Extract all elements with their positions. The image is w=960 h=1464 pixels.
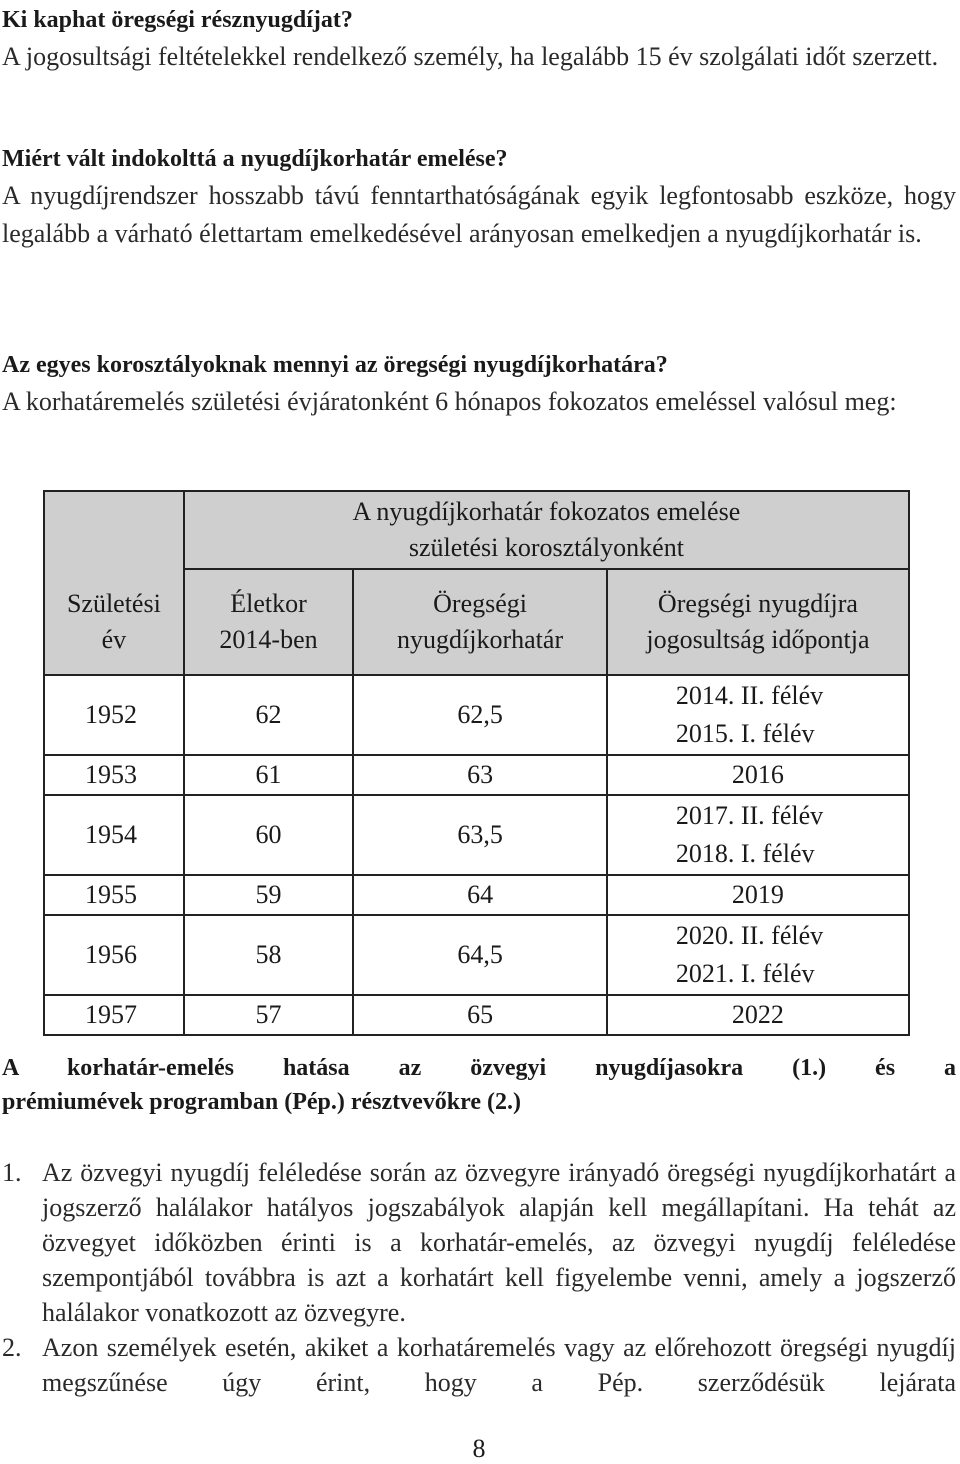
cell-retirement-age: 64 xyxy=(353,875,607,915)
table-row xyxy=(44,755,909,795)
table-row xyxy=(44,795,909,875)
answer-paragraph: A jogosultsági feltételekkel rendelkező személy, ha legalább 15 év szolgálati időt szerzett. xyxy=(2,42,939,71)
question-heading: Miért vált indokolttá a nyugdíjkorhatár emelése? xyxy=(2,146,508,172)
cell-eligibility-date: 2019 xyxy=(607,875,909,915)
table-row xyxy=(44,875,909,915)
impact-heading-line2: prémiumévek programban (Pép.) résztvevőkre (2.) xyxy=(2,1089,521,1115)
cell-retirement-age: 64,5 xyxy=(353,915,607,995)
impact-heading-line1: A korhatár-emelés hatása az özvegyi nyugdíjasokra (1.) és a xyxy=(2,1055,956,1081)
header-retirement-age xyxy=(353,569,607,675)
table-title-line2: születési korosztályonként xyxy=(408,533,684,562)
cell-retirement-age: 62,5 xyxy=(353,675,607,755)
date-line2: 2021. I. félév xyxy=(675,959,815,988)
list-item-text: Azon személyek esetén, akiket a korhatáremelés vagy az előrehozott öregségi nyugdíj megszűnése úgy érint, hogy a Pép. szerződésük lejárata xyxy=(42,1333,956,1397)
list-item-text: Az özvegyi nyugdíj feléledése során az özvegyre irányadó öregségi nyugdíjkorhatárt a jogszerző halálakor hatályos jogszabályok alapján kell megállapítani. Ha tehát az özvegyet időközben érinti is a korhatár-emelés, az özvegyi nyugdíj feléledése szempontjából továbbra is azt a korhatárt kell figyelembe venni, amely a jogszerző halálakor vonatkozott az özvegyre. xyxy=(42,1158,956,1327)
header-age-2014 xyxy=(184,569,354,675)
page-number: 8 xyxy=(472,1434,486,1463)
header-line1: Születési xyxy=(66,588,161,618)
cell-birth-year: 1954 xyxy=(44,795,184,875)
document-page xyxy=(2,2,956,1463)
list-item-number: 2. xyxy=(2,1333,22,1362)
date-line2: 2018. I. félév xyxy=(675,839,815,868)
table-row xyxy=(44,915,909,995)
list-item-number: 1. xyxy=(2,1158,22,1187)
cell-age: 59 xyxy=(184,875,354,915)
cell-age: 60 xyxy=(184,795,354,875)
cell-eligibility-date xyxy=(607,915,909,995)
cell-birth-year: 1952 xyxy=(44,675,184,755)
cell-birth-year: 1953 xyxy=(44,755,184,795)
answer-paragraph: A korhatáremelés születési évjáratonként 6 hónapos fokozatos emeléssel valósul meg: xyxy=(2,387,897,416)
date-line1: 2014. II. félév xyxy=(675,681,824,710)
section-partial-pension xyxy=(2,2,956,76)
cell-age: 61 xyxy=(184,755,354,795)
header-line1: Életkor xyxy=(230,589,307,618)
cell-birth-year: 1956 xyxy=(44,915,184,995)
list-item xyxy=(2,1155,956,1330)
section-impact-heading xyxy=(2,1051,956,1119)
table-title-row xyxy=(44,491,909,569)
cell-eligibility-date: 2016 xyxy=(607,755,909,795)
table-header-row xyxy=(44,569,909,675)
date-line2: 2015. I. félév xyxy=(675,719,815,748)
header-line2: év xyxy=(101,624,127,654)
header-line1: Öregségi nyugdíjra xyxy=(657,589,858,618)
cell-birth-year: 1955 xyxy=(44,875,184,915)
table-title-line1: A nyugdíjkorhatár fokozatos emelése xyxy=(352,497,741,526)
pension-age-table xyxy=(43,490,910,1036)
cell-retirement-age: 65 xyxy=(353,995,607,1035)
section-age-limit-reason xyxy=(2,141,956,253)
header-line1: Öregségi xyxy=(433,589,527,618)
table-title xyxy=(184,491,909,569)
cell-eligibility-date xyxy=(607,795,909,875)
cell-eligibility-date xyxy=(607,675,909,755)
date-line1: 2020. II. félév xyxy=(675,921,824,950)
cell-age: 57 xyxy=(184,995,354,1035)
header-eligibility-date xyxy=(607,569,909,675)
header-line2: 2014-ben xyxy=(219,625,318,654)
cell-age: 62 xyxy=(184,675,354,755)
question-heading: Az egyes korosztályoknak mennyi az öregségi nyugdíjkorhatára? xyxy=(2,352,668,378)
impact-list xyxy=(2,1155,956,1400)
header-line2: jogosultság időpontja xyxy=(646,625,870,654)
cell-birth-year: 1957 xyxy=(44,995,184,1035)
list-item xyxy=(2,1330,956,1400)
answer-paragraph: A nyugdíjrendszer hosszabb távú fenntarthatóságának egyik legfontosabb eszköze, hogy legalább a várható élettartam emelkedésével arányosan emelkedjen a nyugdíjkorhatár is. xyxy=(2,181,956,248)
question-heading: Ki kaphat öregségi résznyugdíjat? xyxy=(2,7,353,33)
header-line2: nyugdíjkorhatár xyxy=(397,625,564,654)
cell-retirement-age: 63,5 xyxy=(353,795,607,875)
table-row xyxy=(44,995,909,1035)
table-row xyxy=(44,675,909,755)
section-age-groups xyxy=(2,347,956,421)
cell-age: 58 xyxy=(184,915,354,995)
cell-eligibility-date: 2022 xyxy=(607,995,909,1035)
date-line1: 2017. II. félév xyxy=(675,801,824,830)
cell-retirement-age: 63 xyxy=(353,755,607,795)
table-corner-cell xyxy=(44,491,184,569)
header-birth-year xyxy=(44,569,184,675)
